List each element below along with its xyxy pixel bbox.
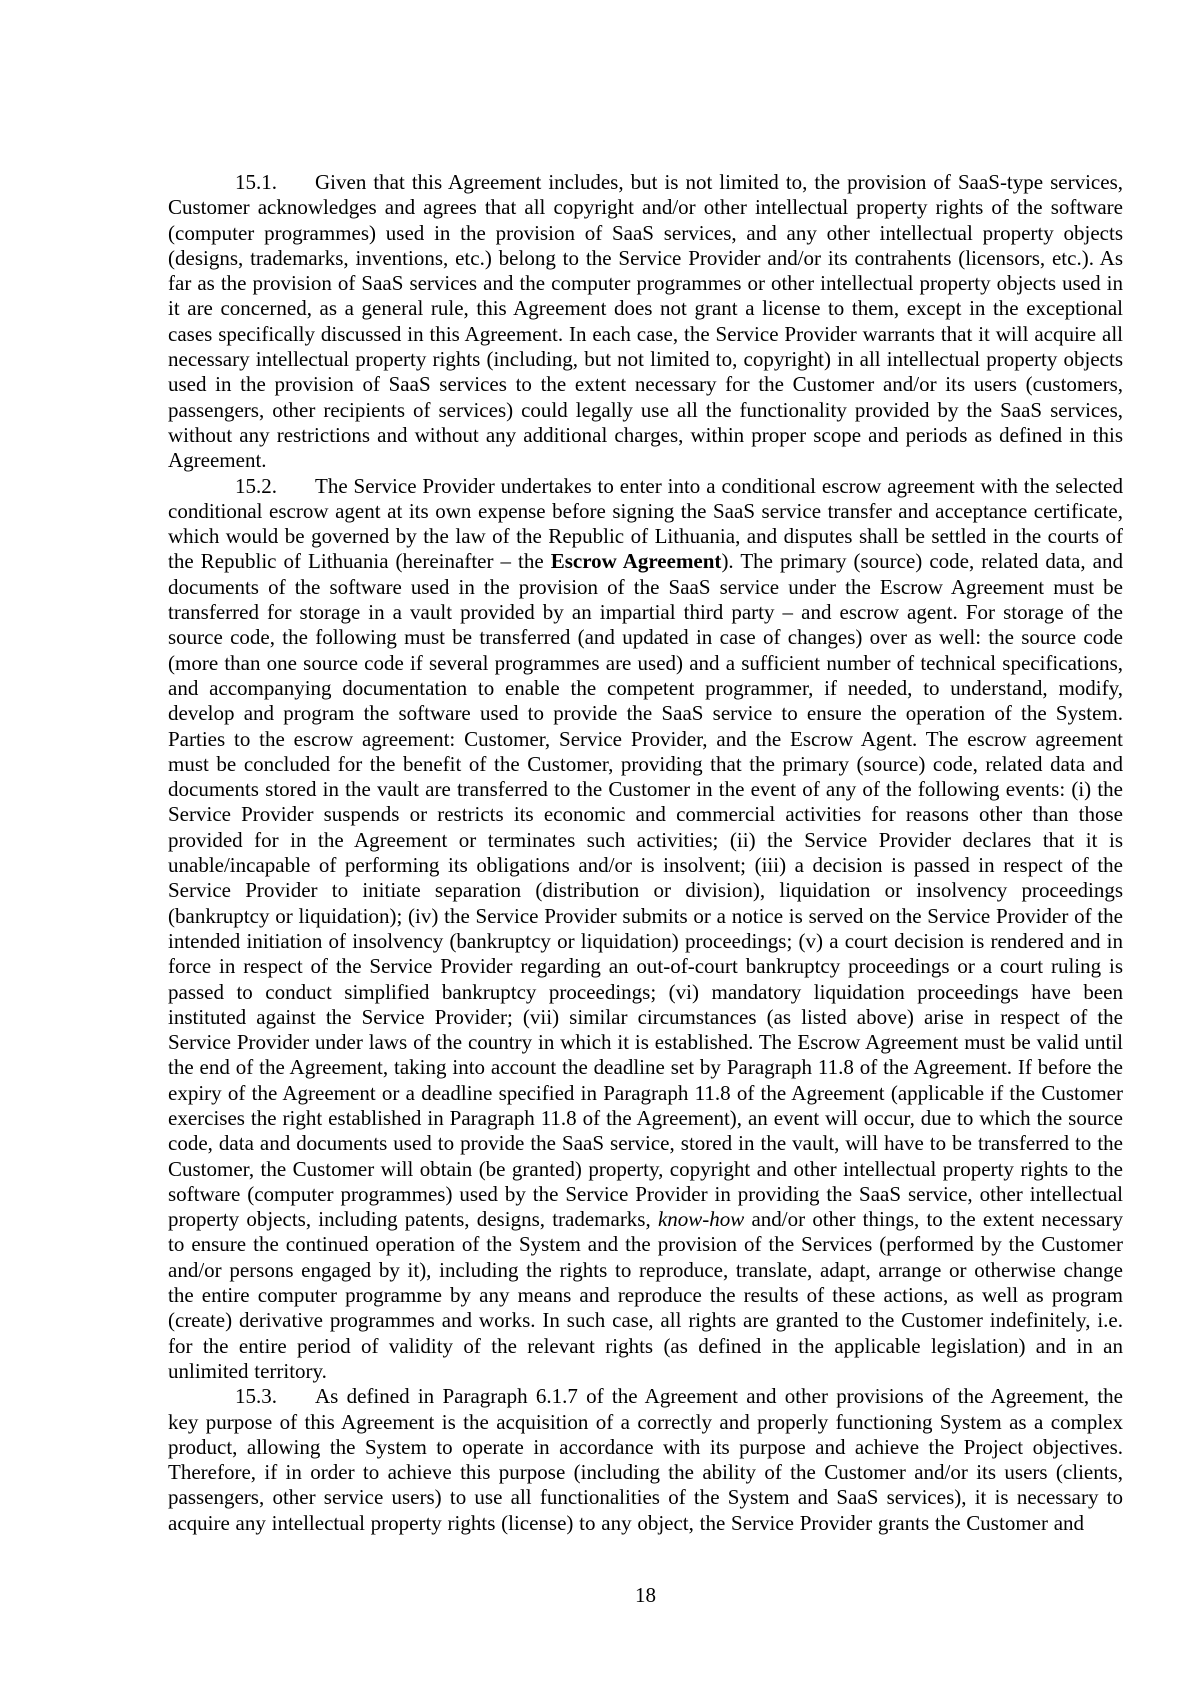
text-run: and/or other things, to the extent necessary to ensure the continued operation of the System and the provision of the Services (performed by the Customer and/or persons engaged by it), including the rights to reproduce, translate, adapt, arrange or otherwise change the entire computer programme by any means and reproduce the results of these actions, as well as program (create) derivative programmes and works. In such case, all rights are granted to the Customer indefinitely, i.e. for the entire period of validity of the relevant rights (as defined in the applicable legislation) and in an unlimited territory.: [168, 1207, 1123, 1383]
paragraph-number: 15.3.: [235, 1384, 277, 1409]
page-number: 18: [635, 1583, 656, 1607]
text-run: Given that this Agreement includes, but is not limited to, the provision of SaaS-type services, Customer acknowledges and agrees that all copyright and/or other intellectual property rights of the software (computer programmes) used in the provision of SaaS services, and any other intellectual property objects (designs, trademarks, inventions, etc.) belong to the Service Provider and/or its contrahents (licensors, etc.). As far as the provision of SaaS services and the computer programmes or other intellectual property objects used in it are concerned, as a general rule, this Agreement does not grant a license to them, except in the exceptional cases specifically discussed in this Agreement. In each case, the Service Provider warrants that it will acquire all necessary intellectual property rights (including, but not limited to, copyright) in all intellectual property objects used in the provision of SaaS services to the extent necessary for the Customer and/or its users (customers, passengers, other recipients of services) could legally use all the functionality provided by the SaaS services, without any restrictions and without any additional charges, within proper scope and periods as defined in this Agreement.: [168, 170, 1123, 473]
text-run: The Service Provider undertakes to enter into a conditional escrow agreement with the selected conditional escrow agent at its own expense before signing the SaaS service transfer and acceptance certificate, which would be governed by the law of the Republic of Lithuania, and disputes shall be settled in the courts of the Republic of Lithuania (hereinafter – the: [168, 473, 1123, 574]
paragraph: [168, 1384, 1123, 1536]
paragraph: [168, 474, 1123, 1385]
text-run: Escrow Agreement: [550, 549, 722, 574]
text-run: ). The primary (source) code, related data, and documents of the software used in the provision of the SaaS service under the Escrow Agreement must be transferred for storage in a vault provided by an impartial third party – and escrow agent. For storage of the source code, the following must be transferred (and updated in case of changes) over as well: the source code (more than one source code if several programmes are used) and a sufficient number of technical specifications, and accompanying documentation to enable the competent programmer, if needed, to understand, modify, develop and program the software used to provide the SaaS service to ensure the operation of the System. Parties to the escrow agreement: Customer, Service Provider, and the Escrow Agent. The escrow agreement must be concluded for the benefit of the Customer, providing that the primary (source) code, related data and documents stored in the vault are transferred to the Customer in the event of any of the following events: (i) the Service Provider suspends or restricts its economic and commercial activities for reasons other than those provided for in the Agreement or terminates such activities; (ii) the Service Provider declares that it is unable/incapable of performing its obligations and/or is insolvent; (iii) a decision is passed in respect of the Service Provider to initiate separation (distribution or division), liquidation or insolvency proceedings (bankruptcy or liquidation); (iv) the Service Provider submits or a notice is served on the Service Provider of the intended initiation of insolvency (bankruptcy or liquidation) proceedings; (v) a court decision is rendered and in force in respect of the Service Provider regarding an out-of-court bankruptcy proceedings or a court ruling is passed to conduct simplified bankruptcy proceedings; (vi) mandatory liquidation proceedings have been instituted against the Service Provider; (vii) similar circumstances (as listed above) arise in respect of the Service Provider under laws of the country in which it is established. The Escrow Agreement must be valid until the end of the Agreement, taking into account the deadline set by Paragraph 11.8 of the Agreement. If before the expiry of the Agreement or a deadline specified in Paragraph 11.8 of the Agreement (applicable if the Customer exercises the right established in Paragraph 11.8 of the Agreement), an event will occur, due to which the source code, data and documents used to provide the SaaS service, stored in the vault, will have to be transferred to the Customer, the Customer will obtain (be granted) property, copyright and other intellectual property rights to the software (computer programmes) used by the Service Provider in providing the SaaS service, other intellectual property objects, including patents, designs, trademarks,: [168, 549, 1123, 1232]
text-run: As defined in Paragraph 6.1.7 of the Agreement and other provisions of the Agreement, the key purpose of this Agreement is the acquisition of a correctly and properly functioning System as a complex product, allowing the System to operate in accordance with its purpose and achieve the Project objectives. Therefore, if in order to achieve this purpose (including the ability of the Customer and/or its users (clients, passengers, other service users) to use all functionalities of the System and SaaS services), it is necessary to acquire any intellectual property rights (license) to any object, the Service Provider grants the Customer and: [168, 1384, 1123, 1535]
page-footer: [168, 1583, 1123, 1608]
text-run: know-how: [657, 1207, 745, 1232]
document-paragraphs: [168, 170, 1123, 1536]
paragraph: [168, 170, 1123, 474]
paragraph-number: 15.1.: [235, 170, 277, 194]
paragraph-number: 15.2.: [235, 473, 277, 498]
